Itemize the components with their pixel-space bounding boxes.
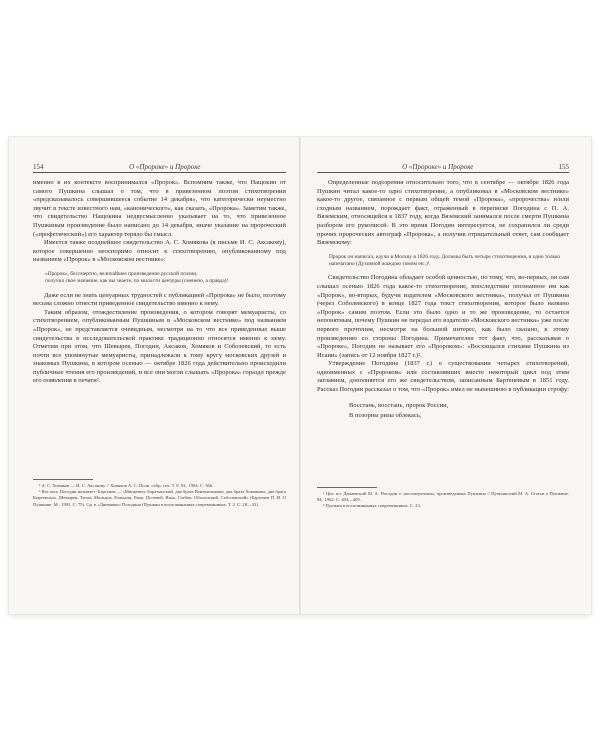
left-page: [9, 137, 300, 614]
left-block-quote: [45, 271, 282, 286]
left-running-title: О «Пророке» и Пророке: [129, 163, 201, 171]
left-paragraph: Имеется также позднейшее свидетельство А. С. Хомякова (в письме И. С. Аксакову), которое совершенно неоспоримо относит к стихотворению, опубликованному под названием «Пророк» в «Московском вестнике»:: [33, 239, 286, 264]
left-quote-line: «Пророк», бессмертно, величайшее произведение русской поэзии,: [45, 270, 198, 277]
right-paragraph: Определенные подозрения относительно того, что в сентябре — октябре 1826 года Пушкин читал какое-то одно стихотворение, а опубликовал в «Московском вестнике» какое-то другое, связанное с первым общей темой «Пророка», «пророчества» и/или сходным названием, порождает факт, отраженный в переписке Погодина с П. А. Вяземским, относящейся к 1837 году, когда Вяземский занимался после смерти Пушкина разбором его рукописей. В это время Погодин интересуется, не сохранился ли среди прочих пророческих автограф «Пророка», а получив отрицательный ответ, сам сообщает Вяземскому:: [317, 179, 569, 247]
right-page: [301, 137, 591, 614]
left-page-number: 154: [33, 163, 44, 171]
right-footnote: ² Пушкин в воспоминаниях современников. С. 23.: [323, 503, 421, 509]
right-page-header: [317, 163, 569, 173]
right-footnote: ¹ Цит. по: Данаевский М. А. Погодин о «восьмерочных» произведениях Пушкина // Пушкинский М. А. Статьи о Пушкине. М., 1962. С. 404—405.: [317, 491, 569, 503]
right-page-number: 155: [558, 163, 569, 171]
right-paragraph: Утверждение Погодина (1837 г.) о существовании четырех стихотворений, одноименных с «Пророком» или составлявших вместе некоторый цикл под этим заглавием, дополняется его же свидетельством, записанным Бартеневым в 1851 году. Рассказ Погодин рассказал о том, что «Пророк» имел не нынешнюю в публикации строфу:: [317, 360, 569, 394]
left-footnote: ¹ А. С. Хомяков — И. С. Аксакову // Хомяков А. С. Полн. собр. соч. Т. 8. М., 1904. С. 366.: [39, 483, 214, 488]
right-page-body: [317, 179, 569, 479]
left-footnotes: [33, 483, 286, 508]
right-paragraph: Свидетельство Погодина обладает особой ценностью, по тому, что, во-первых, он сам слышал осенью 1826 года какое-то стихотворение, впоследствии опознанное им как «Пророк», во-вторых, будучи издателем «Московского вестника», получал от Пушкина (через Соболевского) в конце 1827 года текст стихотворения, которое было названо «Пророк» самим поэтом. Если это было одно и то же произведение, то остается непонятным, почему Пушкин не передал его издателю «Московского вестника» уже после первого прочтения, несмотря на большой интерес, как было сказано, к этому произведению со стороны Погодина. Примечателен тот факт, что, рассказывая о «Пророке», Погодин не называет его «Пророком»: «Восхищался стихами Пушкина из Исаии» (запись от 12 ноября 1827 г.)².: [317, 274, 569, 359]
right-running-title: О «Пророке» и Пророке: [402, 163, 474, 171]
left-page-body: [33, 179, 286, 471]
poem-line: Восстань, восстань, пророк России,: [349, 401, 449, 409]
left-footnote: ² Вот кого Погодин называет: Бартенев — «Мицкевич, Баратынский, два брата Веневитиновы, два брата Хомяковы, два брата Киреевских, Шевырев, Титов, Мальцов, Рожалин, Раич, Полевой, Виль, Глебов, Оболенский, Соболевский» (Бартенев П. И. О Пушкине. М., 1992. С. 75). Ср. в «Дневнике» Погодина (Пушкин в воспоминаниях современников. Т. 2. С. 28—33).: [33, 489, 286, 507]
book-spread: [9, 137, 591, 614]
left-paragraph: Даже если не знать ценуарных трудностей с публикацией «Пророка» не было, поэтому весьма сложно отнести приведенное свидетельство именно к нему.: [33, 291, 286, 308]
right-footnote-rule: [317, 487, 377, 488]
left-quote-line: получил свое значение, как вы знаете, по милости цензуры (сменено, а правда)¹.: [45, 278, 230, 285]
right-poem: [349, 401, 569, 421]
left-page-header: [33, 163, 286, 173]
left-paragraph: именно в их контексте воспринимался «Пророк». Вспомним также, что Нащокин от самого Пушкина слышал о том, что в привезенном поэтом стихотворении «предсказывалось совершившееся событие 14 декабря», что категорически неуместно звучит в тексте известного нам, «канонического», как сказать, «Пророка». Заметим также, что свидетельство Нащокина недвусмысленно указывает на то, что привезенное Пушкиным произведение было написано до 14 декабря, иначе указание на пророческий («профетический») его характер теряло бы смысл.: [33, 179, 286, 238]
left-paragraph: Таким образом, отождествление произведения, о котором говорят мемуаристы, со стихотворением, опубликованным Пушкиным в «Московском вестнике» под названием «Пророк», не представляется очевидным, несмотря на то что все приведенные выше свидетельства в исследовательской практике традиционно относятся именно к нему. Отметим при этом, что Шевырев, Погодин, Аксаков, Хомяков и Соболевский, то есть почти все упомянутые мемуаристы, принадлежали к тому кругу московских друзей и знакомых Пушкина, в котором осенью — октябре 1826 года действительно происходили публичные чтения его произведений, и все они могли слышать «Пророка» гораздо прежде его появления в печати².: [33, 308, 286, 385]
right-block-quote: [329, 254, 565, 269]
right-quote-line: Пророк он написал, едучи в Москву в 1826 году. Должны быть четыре стихотворения, и одно только напечатано (Духовной жаждою томим etc.)¹.: [329, 253, 561, 268]
poem-line: В позорны ризы облекась,: [349, 411, 422, 419]
right-footnotes: [317, 491, 569, 510]
left-footnote-rule: [33, 479, 93, 480]
